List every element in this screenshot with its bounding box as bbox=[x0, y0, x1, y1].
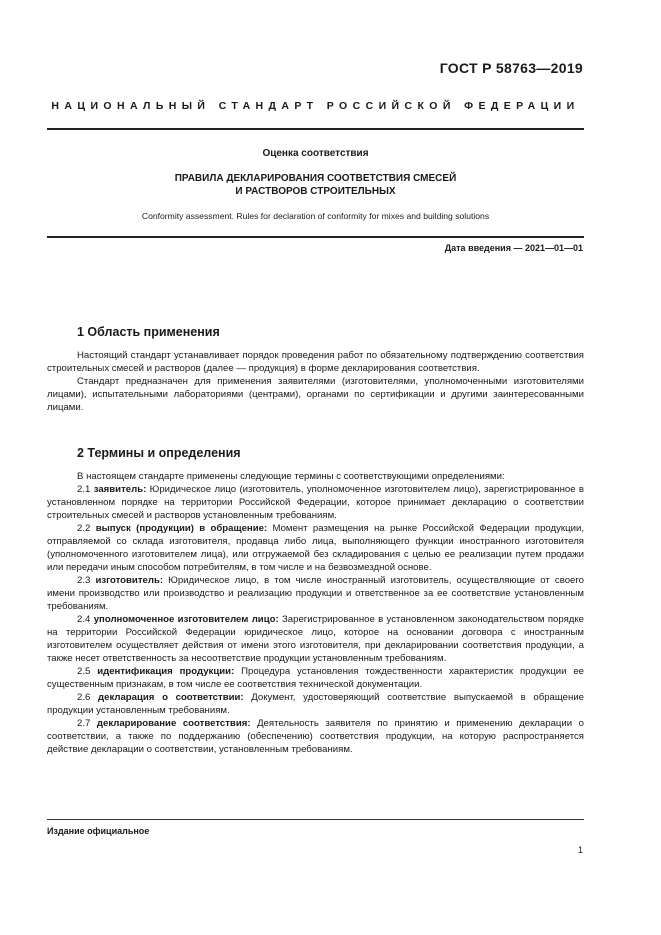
term-2-5: 2.5 идентификация продукции: Процедура установления тождественности характеристик продукции ее существенным признакам, в том числе ее соответствия технической документации. bbox=[47, 666, 584, 690]
introduction-date: Дата введения — 2021—01—01 bbox=[444, 243, 583, 253]
section-2-heading: 2 Термины и определения bbox=[77, 446, 241, 460]
middle-divider bbox=[47, 236, 584, 238]
section-2-body bbox=[47, 470, 584, 756]
term-2-3: 2.3 изготовитель: Юридическое лицо, в том числе иностранный изготовитель, осуществляющие от своего имени производство или производство и реализацию продукции и ответственное за ее соответствие установленным требованиям. bbox=[47, 575, 584, 612]
top-divider bbox=[47, 128, 584, 130]
official-edition-note: Издание официальное bbox=[47, 826, 150, 836]
english-title: Conformity assessment. Rules for declaration of conformity for mixes and building solutions bbox=[141, 211, 490, 221]
main-title-line-1: ПРАВИЛА ДЕКЛАРИРОВАНИЯ СООТВЕТСТВИЯ СМЕСЕЙ bbox=[174, 173, 457, 184]
subject-title: Оценка соответствия bbox=[262, 148, 369, 159]
term-2-2: 2.2 выпуск (продукции) в обращение: Момент размещения на рынке Российской Федерации продукции, отправляемой со склада изготовителя, продавца либо лица, выполняющего функции иностранного изготовителя (уполномоченного изготовителем лица), или отгружаемой без складирования с целью ее реализации путем продажи или передачи иным способом потребителям, в том числе и на безвозмездной основе. bbox=[47, 523, 585, 573]
main-title-line-2: И РАСТВОРОВ СТРОИТЕЛЬНЫХ bbox=[235, 186, 396, 197]
page-number: 1 bbox=[577, 845, 583, 855]
gost-number: ГОСТ Р 58763—2019 bbox=[439, 60, 583, 76]
term-2-1: 2.1 заявитель: Юридическое лицо (изготовитель, уполномоченное изготовителем лицо), зарегистрированное в установленном порядке на территории Российской Федерации, которое принимает декларацию о соответствии строительных смесей и растворов установленным требованиям. bbox=[47, 484, 585, 521]
national-standard-banner: НАЦИОНАЛЬНЫЙ СТАНДАРТ РОССИЙСКОЙ ФЕДЕРАЦИИ bbox=[51, 100, 580, 112]
section-1-paragraph-2: Стандарт предназначен для применения заявителями (изготовителями, уполномоченными изготовителями лицами), испытательными лабораториями (центрами), органами по сертификации и другими заинтересованными лицами. bbox=[47, 376, 584, 413]
section-1-body bbox=[47, 349, 584, 414]
section-1-paragraph-1: Настоящий стандарт устанавливает порядок проведения работ по обязательному подтверждению соответствия строительных смесей и растворов (далее — продукция) в форме декларирования соответствия. bbox=[47, 350, 584, 374]
term-2-6: 2.6 декларация о соответствии: Документ, удостоверяющий соответствие выпускаемой в обращение продукции установленным требованиям. bbox=[47, 692, 585, 716]
term-2-4: 2.4 уполномоченное изготовителем лицо: Зарегистрированное в установленном законодательством порядке на территории Российской Федерации юридическое лицо, которое на основании договора с иностранным изготовителем осуществляет действия от имени этого изготовителя, при декларировании соответствия продукции, а также несет ответственность за несоответствие продукции установленным требованиям. bbox=[47, 614, 585, 664]
section-2-intro: В настоящем стандарте применены следующие термины с соответствующими определениями: bbox=[77, 471, 505, 482]
term-2-7: 2.7 декларирование соответствия: Деятельность заявителя по принятию и применению декларации о соответствии, а также по поддержанию (обеспечению) соответствия продукции, на которую распространяется действие декларации о соответствии, установленным требованиям. bbox=[47, 718, 584, 755]
footer-divider bbox=[47, 819, 584, 820]
main-title bbox=[47, 172, 584, 198]
section-1-heading: 1 Область применения bbox=[77, 325, 220, 339]
